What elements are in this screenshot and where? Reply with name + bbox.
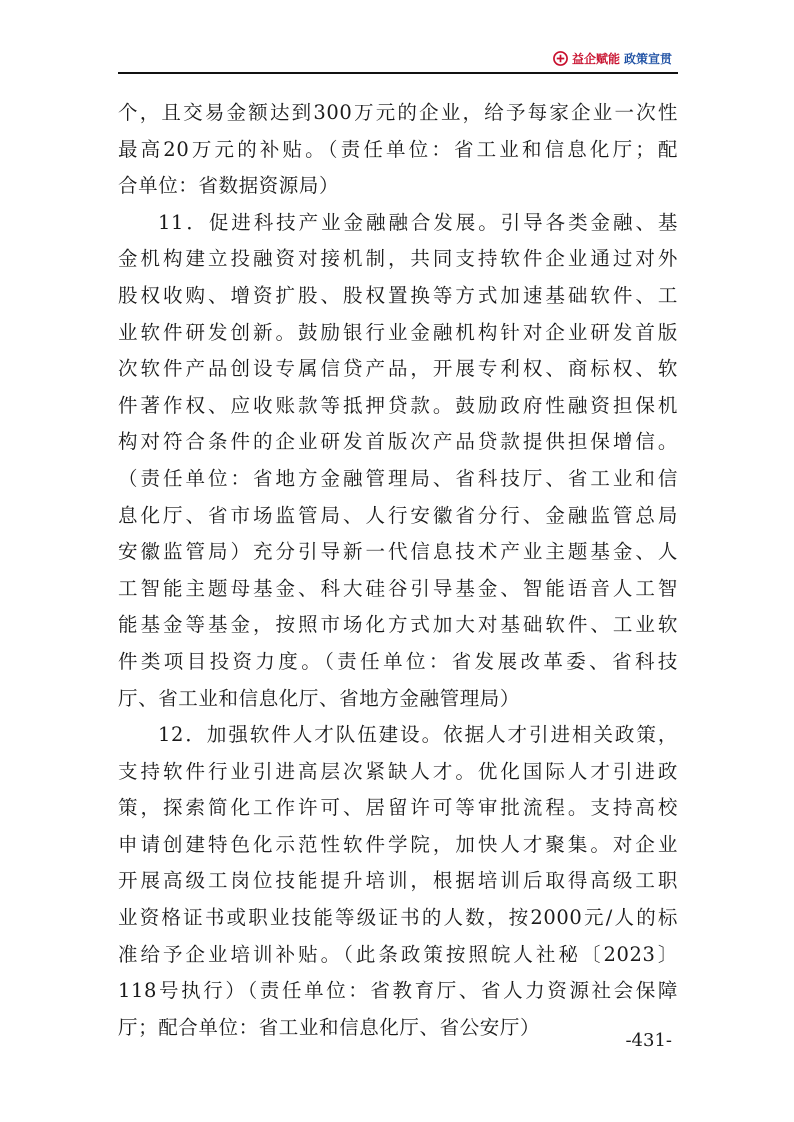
- text-line: 业资格证书或职业技能等级证书的人数，按2000元/人的标: [118, 906, 678, 930]
- brand-name: 益企赋能: [571, 52, 620, 66]
- text-line: 工智能主题母基金、科大硅谷引导基金、智能语音人工智: [118, 576, 678, 600]
- paragraph-item-12: [118, 717, 678, 1046]
- header-divider: [118, 72, 678, 74]
- text-line: 能基金等基金，按照市场化方式加大对基础软件、工业软: [118, 613, 678, 637]
- text-line: 件类项目投资力度。（责任单位：省发展改革委、省科技: [118, 649, 678, 673]
- text-line: 支持软件行业引进高层次紧缺人才。优化国际人才引进政: [118, 759, 678, 783]
- text-line: 股权收购、增资扩股、股权置换等方式加速基础软件、工: [118, 283, 678, 307]
- text-line: 最高20万元的补贴。（责任单位：省工业和信息化厅；配: [118, 137, 678, 161]
- text-line: 次软件产品创设专属信贷产品，开展专利权、商标权、软: [118, 357, 678, 381]
- text-line: 构对符合条件的企业研发首版次产品贷款提供担保增信。: [118, 430, 678, 454]
- brand-logo-icon: [553, 51, 568, 66]
- page-number: -431-: [625, 1030, 672, 1051]
- text-line: 11．促进科技产业金融融合发展。引导各类金融、基: [158, 210, 678, 234]
- text-line: 安徽监管局）充分引导新一代信息技术产业主题基金、人: [118, 540, 678, 564]
- brand-subtitle: 政策宣贯: [623, 52, 672, 66]
- text-line: 个，且交易金额达到300万元的企业，给予每家企业一次性: [118, 101, 678, 124]
- header-brand: [553, 50, 672, 67]
- text-line: 申请创建特色化示范性软件学院，加快人才聚集。对企业: [118, 832, 678, 856]
- text-line: 策，探索简化工作许可、居留许可等审批流程。支持高校: [118, 796, 678, 820]
- text-line: 业软件研发创新。鼓励银行业金融机构针对企业研发首版: [118, 320, 678, 344]
- paragraph-continued: [118, 95, 678, 205]
- paragraph-item-11: [118, 205, 678, 717]
- document-body: [118, 95, 678, 1046]
- text-line: 厅；配合单位：省工业和信息化厅、省公安厅）: [118, 1015, 541, 1039]
- text-line: 118号执行）（责任单位：省教育厅、省人力资源社会保障: [118, 979, 678, 1003]
- text-line: 厅、省工业和信息化厅、省地方金融管理局）: [118, 686, 521, 710]
- text-line: 件著作权、应收账款等抵押贷款。鼓励政府性融资担保机: [118, 393, 678, 417]
- text-line: 合单位：省数据资源局）: [118, 174, 340, 198]
- text-line: 12．加强软件人才队伍建设。依据人才引进相关政策，: [158, 723, 678, 747]
- text-line: 准给予企业培训补贴。（此条政策按照皖人社秘〔2023〕: [118, 942, 678, 966]
- text-line: （责任单位：省地方金融管理局、省科技厅、省工业和信: [118, 466, 678, 490]
- text-line: 息化厅、省市场监管局、人行安徽省分行、金融监管总局: [118, 503, 678, 527]
- text-line: 金机构建立投融资对接机制，共同支持软件企业通过对外: [118, 247, 678, 271]
- text-line: 开展高级工岗位技能提升培训，根据培训后取得高级工职: [118, 869, 678, 893]
